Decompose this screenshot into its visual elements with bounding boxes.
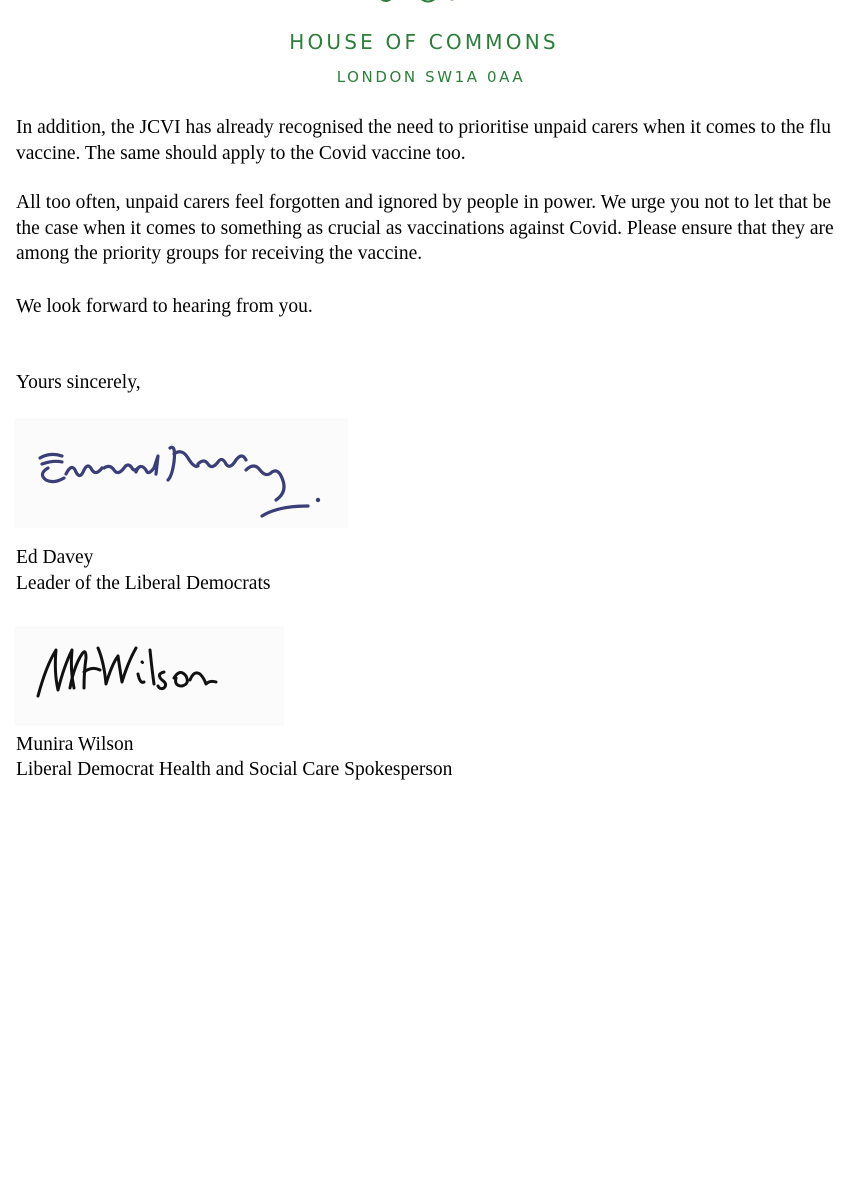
paragraph-jcvi: In addition, the JCVI has already recognised the need to prioritise unpaid carers when it comes to the flu vaccine. The same should apply to the Covid vaccine too. <box>16 117 831 164</box>
signatory-name-munira-wilson: Munira Wilson <box>16 734 134 755</box>
signature-munira-wilson <box>14 626 284 726</box>
letterhead-address: LONDON SW1A 0AA <box>336 68 526 86</box>
signature-ed-davey-image <box>14 418 348 528</box>
letterhead-institution: HOUSE OF COMMONS <box>289 30 559 54</box>
paragraph-unpaid-carers: All too often, unpaid carers feel forgotten and ignored by people in power. We urge you not to let that be the case when it comes to something as crucial as vaccinations against Covid. Please ensure that they are among the priority groups for receiving the vaccine. <box>16 192 834 264</box>
closing-salutation: Yours sincerely, <box>16 372 141 393</box>
signatory-role-ed-davey: Leader of the Liberal Democrats <box>16 573 271 594</box>
signatory-name-ed-davey: Ed Davey <box>16 547 94 568</box>
signature-ed-davey <box>14 418 348 528</box>
crest-fragment <box>360 0 470 6</box>
signatory-role-munira-wilson: Liberal Democrat Health and Social Care Spokesperson <box>16 759 453 780</box>
signature-munira-wilson-image <box>14 626 284 726</box>
paragraph-look-forward: We look forward to hearing from you. <box>16 296 313 317</box>
